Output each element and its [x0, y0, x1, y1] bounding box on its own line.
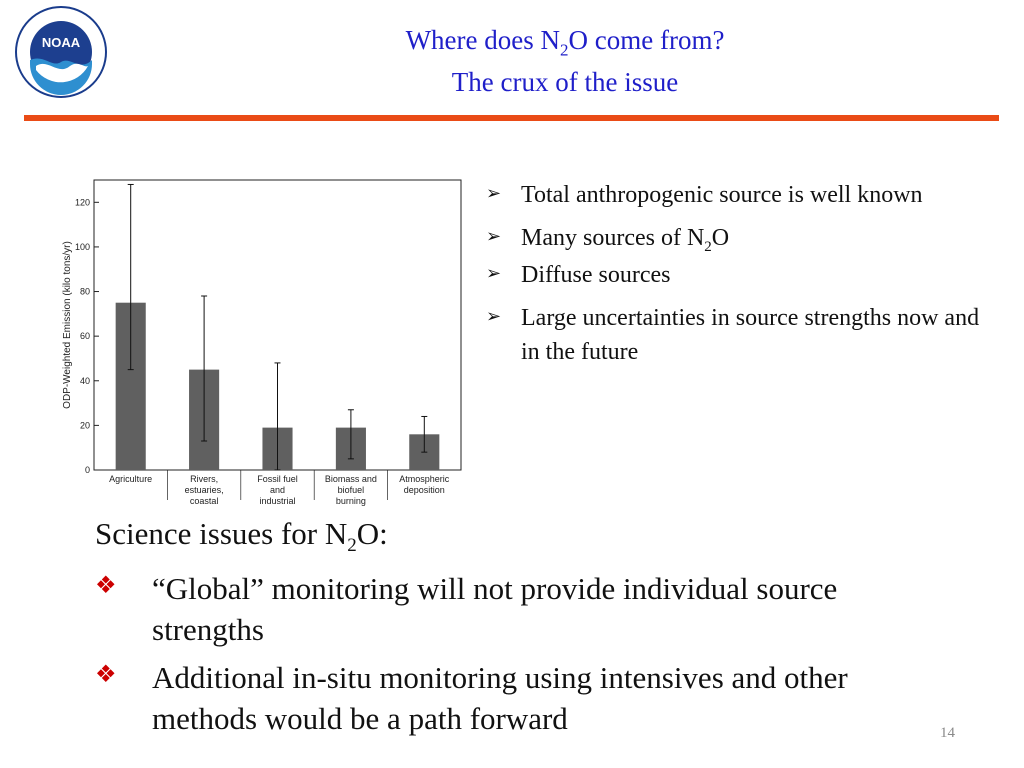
- x-tick-label: and: [269, 485, 286, 495]
- y-tick-label: 100: [74, 241, 90, 252]
- arrow-bullet-icon: ➢: [486, 306, 502, 326]
- y-tick-label: 20: [79, 420, 90, 431]
- x-tick-label: burning: [335, 496, 366, 506]
- page-number: 14: [940, 725, 955, 741]
- y-tick-label: 80: [79, 286, 90, 297]
- slide-title: Where does $N_2O$ come from?: [405, 25, 725, 60]
- n2o-emissions-chart: [56, 176, 466, 516]
- noaa-logo: [14, 2, 108, 102]
- key-points-list: [484, 178, 984, 378]
- x-tick-label: Rivers,: [190, 474, 219, 484]
- x-tick-label: Fossil fuel: [257, 474, 298, 484]
- key-point: ➢ Diffuse sources: [486, 262, 671, 288]
- diamond-bullet-icon: ❖: [95, 573, 117, 599]
- x-tick-label: deposition: [403, 485, 445, 495]
- noaa-logo-text: NOAA: [41, 35, 81, 50]
- y-axis-label: ODP-Weighted Emission (kilo tons/yr): [62, 241, 73, 409]
- issue-item: ❖ Additional in-situ monitoring using intensives and other methods would be a path forward: [95, 660, 848, 736]
- x-tick-label: Atmospheric: [399, 474, 450, 484]
- science-issues-heading: Science issues for $N_2O$:: [95, 516, 388, 557]
- x-tick-label: Biomass and: [324, 474, 377, 484]
- arrow-bullet-icon: ➢: [486, 263, 502, 283]
- slide-subtitle: The crux of the issue: [451, 67, 679, 97]
- y-tick-label: 60: [79, 331, 90, 342]
- science-issues-list: [95, 568, 955, 746]
- x-tick-label: Agriculture: [109, 474, 153, 484]
- x-tick-label: biofuel: [337, 485, 365, 495]
- x-tick-label: estuaries,: [184, 485, 224, 495]
- x-tick-label: coastal: [189, 496, 219, 506]
- arrow-bullet-icon: ➢: [486, 183, 502, 203]
- y-tick-label: 40: [79, 375, 90, 386]
- title-divider: [24, 115, 999, 121]
- issue-item: ❖ “Global” monitoring will not provide individual source strengths: [95, 571, 838, 647]
- key-point: ➢ Total anthropogenic source is well known: [486, 182, 923, 208]
- diamond-bullet-icon: ❖: [95, 662, 117, 688]
- y-tick-label: 120: [74, 197, 90, 208]
- arrow-bullet-icon: ➢: [486, 226, 502, 246]
- y-tick-label: 0: [84, 465, 90, 475]
- key-point: ➢ Many sources of $N_2O$: [486, 225, 730, 255]
- x-tick-label: industrial: [259, 496, 296, 506]
- key-point: ➢ Large uncertainties in source strengths now and in the future: [486, 305, 980, 365]
